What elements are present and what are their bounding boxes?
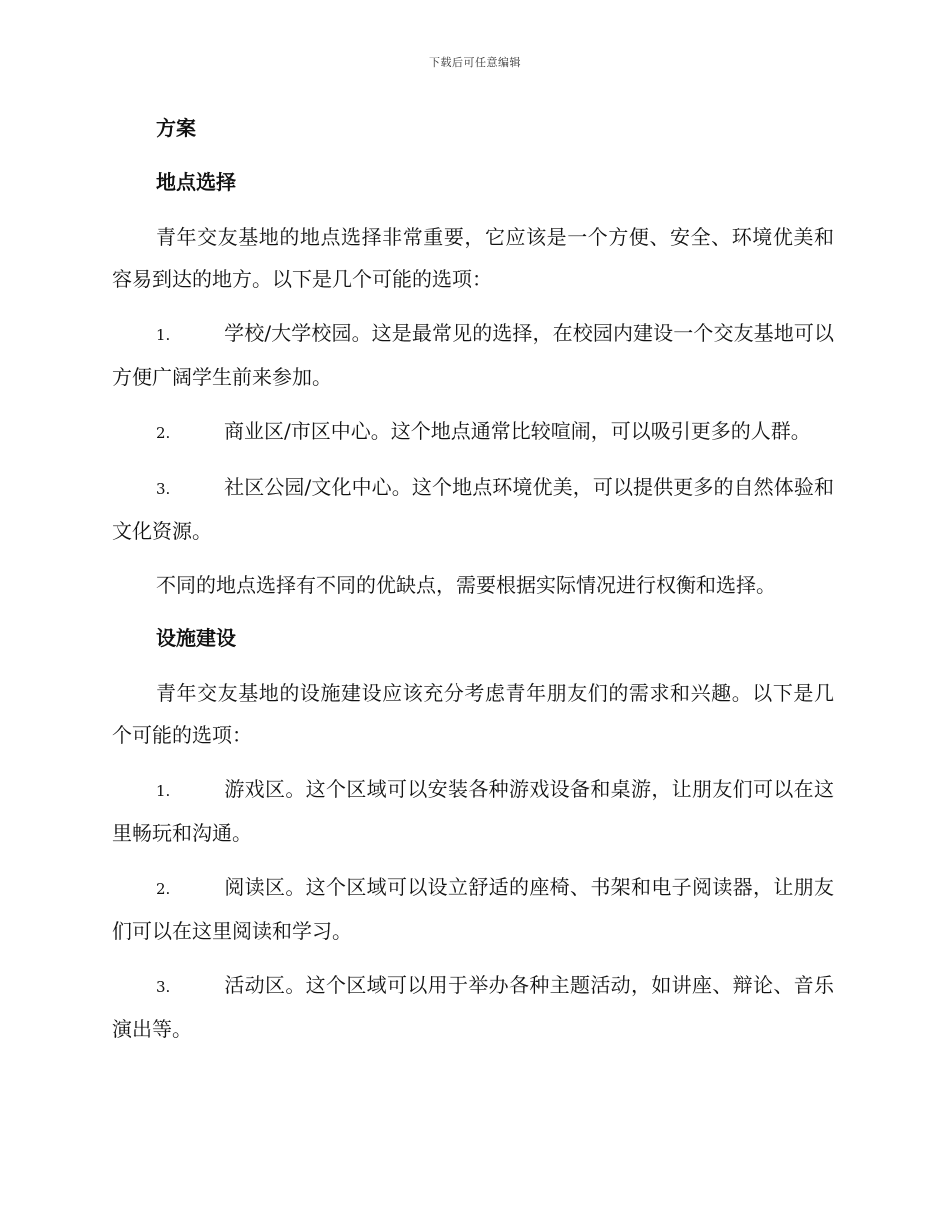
list-item	[112, 410, 834, 454]
document-body	[112, 108, 834, 1062]
list-number: 2.	[156, 424, 171, 442]
list-text: 阅读区。这个区域可以设立舒适的座椅、书架和电子阅读器，让朋友们可以在这里阅读和学习。	[112, 875, 834, 943]
section-intro-facilities: 青年交友基地的设施建设应该充分考虑青年朋友们的需求和兴趣。以下是几个可能的选项：	[112, 681, 834, 747]
list-text: 商业区/市区中心。这个地点通常比较喧闹，可以吸引更多的人群。	[224, 419, 811, 443]
list-item	[112, 312, 834, 398]
section-outro-location: 不同的地点选择有不同的优缺点，需要根据实际情况进行权衡和选择。	[156, 573, 776, 597]
list-item	[112, 866, 834, 952]
list-text: 活动区。这个区域可以用于举办各种主题活动，如讲座、辩论、音乐演出等。	[112, 973, 834, 1041]
section-intro-location: 青年交友基地的地点选择非常重要，它应该是一个方便、安全、环境优美和容易到达的地方。以下是几个可能的选项：	[112, 225, 834, 291]
list-text: 游戏区。这个区域可以安装各种游戏设备和桌游，让朋友们可以在这里畅玩和沟通。	[112, 777, 834, 845]
list-item	[112, 964, 834, 1050]
section-heading-location: 地点选择	[156, 170, 236, 194]
list-number: 3.	[156, 480, 171, 498]
document-title: 方案	[156, 116, 196, 140]
list-number: 1.	[156, 326, 171, 344]
list-number: 3.	[156, 978, 171, 996]
list-number: 1.	[156, 782, 171, 800]
list-item	[112, 466, 834, 552]
list-number: 2.	[156, 880, 171, 898]
page-header-note: 下载后可任意编辑	[429, 56, 521, 69]
list-text: 社区公园/文化中心。这个地点环境优美，可以提供更多的自然体验和文化资源。	[112, 475, 834, 543]
list-item	[112, 768, 834, 854]
section-heading-facilities: 设施建设	[156, 626, 236, 650]
list-text: 学校/大学校园。这是最常见的选择，在校园内建设一个交友基地可以方便广阔学生前来参加。	[112, 321, 834, 389]
